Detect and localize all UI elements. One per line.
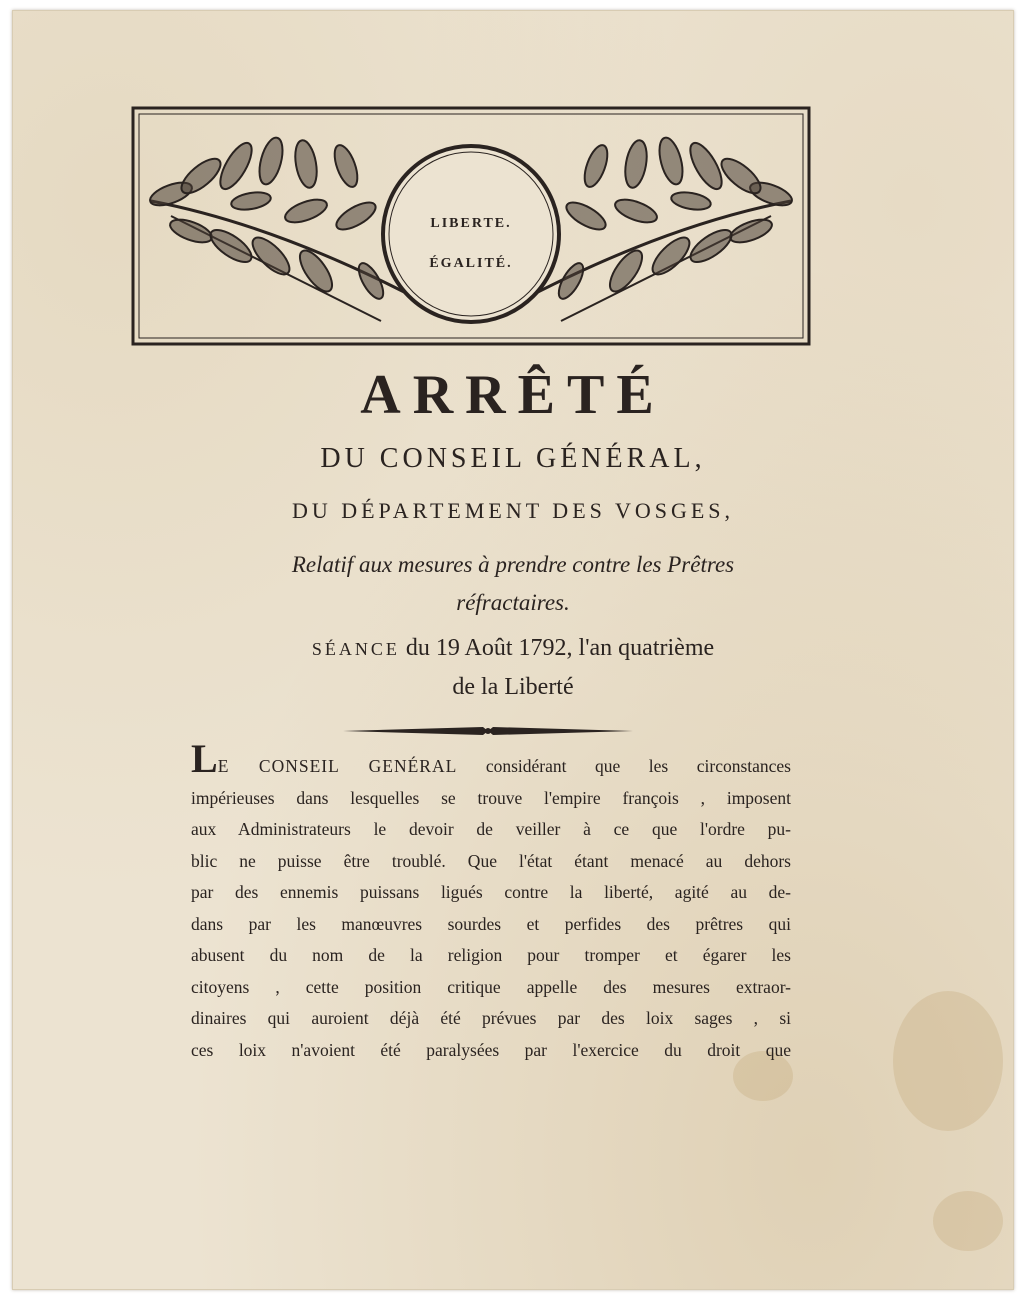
body-line: dinaires qui auroient déjà été prévues par des loix sages , si [191,1008,791,1028]
session-word: SÉANCE [311,639,400,659]
document-title: ARRÊTÉ [360,364,666,426]
body-text [191,736,791,1066]
paper-stain [933,1191,1003,1251]
lead-words: E CONSEIL GENÉRAL [217,756,458,776]
session-line2: de la Liberté [452,674,574,700]
body-line: dans par les manœuvres sourdes et perfides des prêtres qui [191,913,791,934]
body-line: aux Administrateurs le devoir de veiller à ce que l'ordre pu- [191,819,791,839]
body-line: citoyens , cette position critique appelle des mesures extraor- [191,976,791,997]
session-rest: du 19 Août 1792, l'an quatrième [405,635,715,661]
laurel-vignette [131,106,811,346]
body-line-first [191,736,791,783]
motto-line2: ÉGALITÉ. [429,256,513,271]
body-line: abusent du nom de la religion pour tromper et égarer les [191,945,791,965]
motto-line1: LIBERTE. [430,216,512,231]
body-line: considérant que les circonstances [485,756,791,776]
document-page [12,10,1014,1290]
ornamental-rule-icon [343,724,633,738]
drop-cap: L [191,736,218,781]
paper-stain [893,991,1003,1131]
subtitle-line2: réfractaires. [456,590,570,615]
subtitle [13,546,1013,622]
body-line: par des ennemis puissans ligués contre la liberté, agité au de- [191,882,791,902]
department-heading: DU DÉPARTEMENT DES VOSGES, [291,498,735,523]
body-line: impérieuses dans lesquelles se trouve l'empire françois , imposent [191,787,791,808]
body-line: blic ne puisse être troublé. Que l'état étant menacé au dehors [191,850,791,871]
council-heading: DU CONSEIL GÉNÉRAL, [320,443,706,474]
subtitle-line1: Relatif aux mesures à prendre contre les Prêtres [291,552,735,577]
session-date [13,629,1013,706]
body-line: ces loix n'avoient été paralysées par l'exercice du droit que [191,1039,791,1060]
